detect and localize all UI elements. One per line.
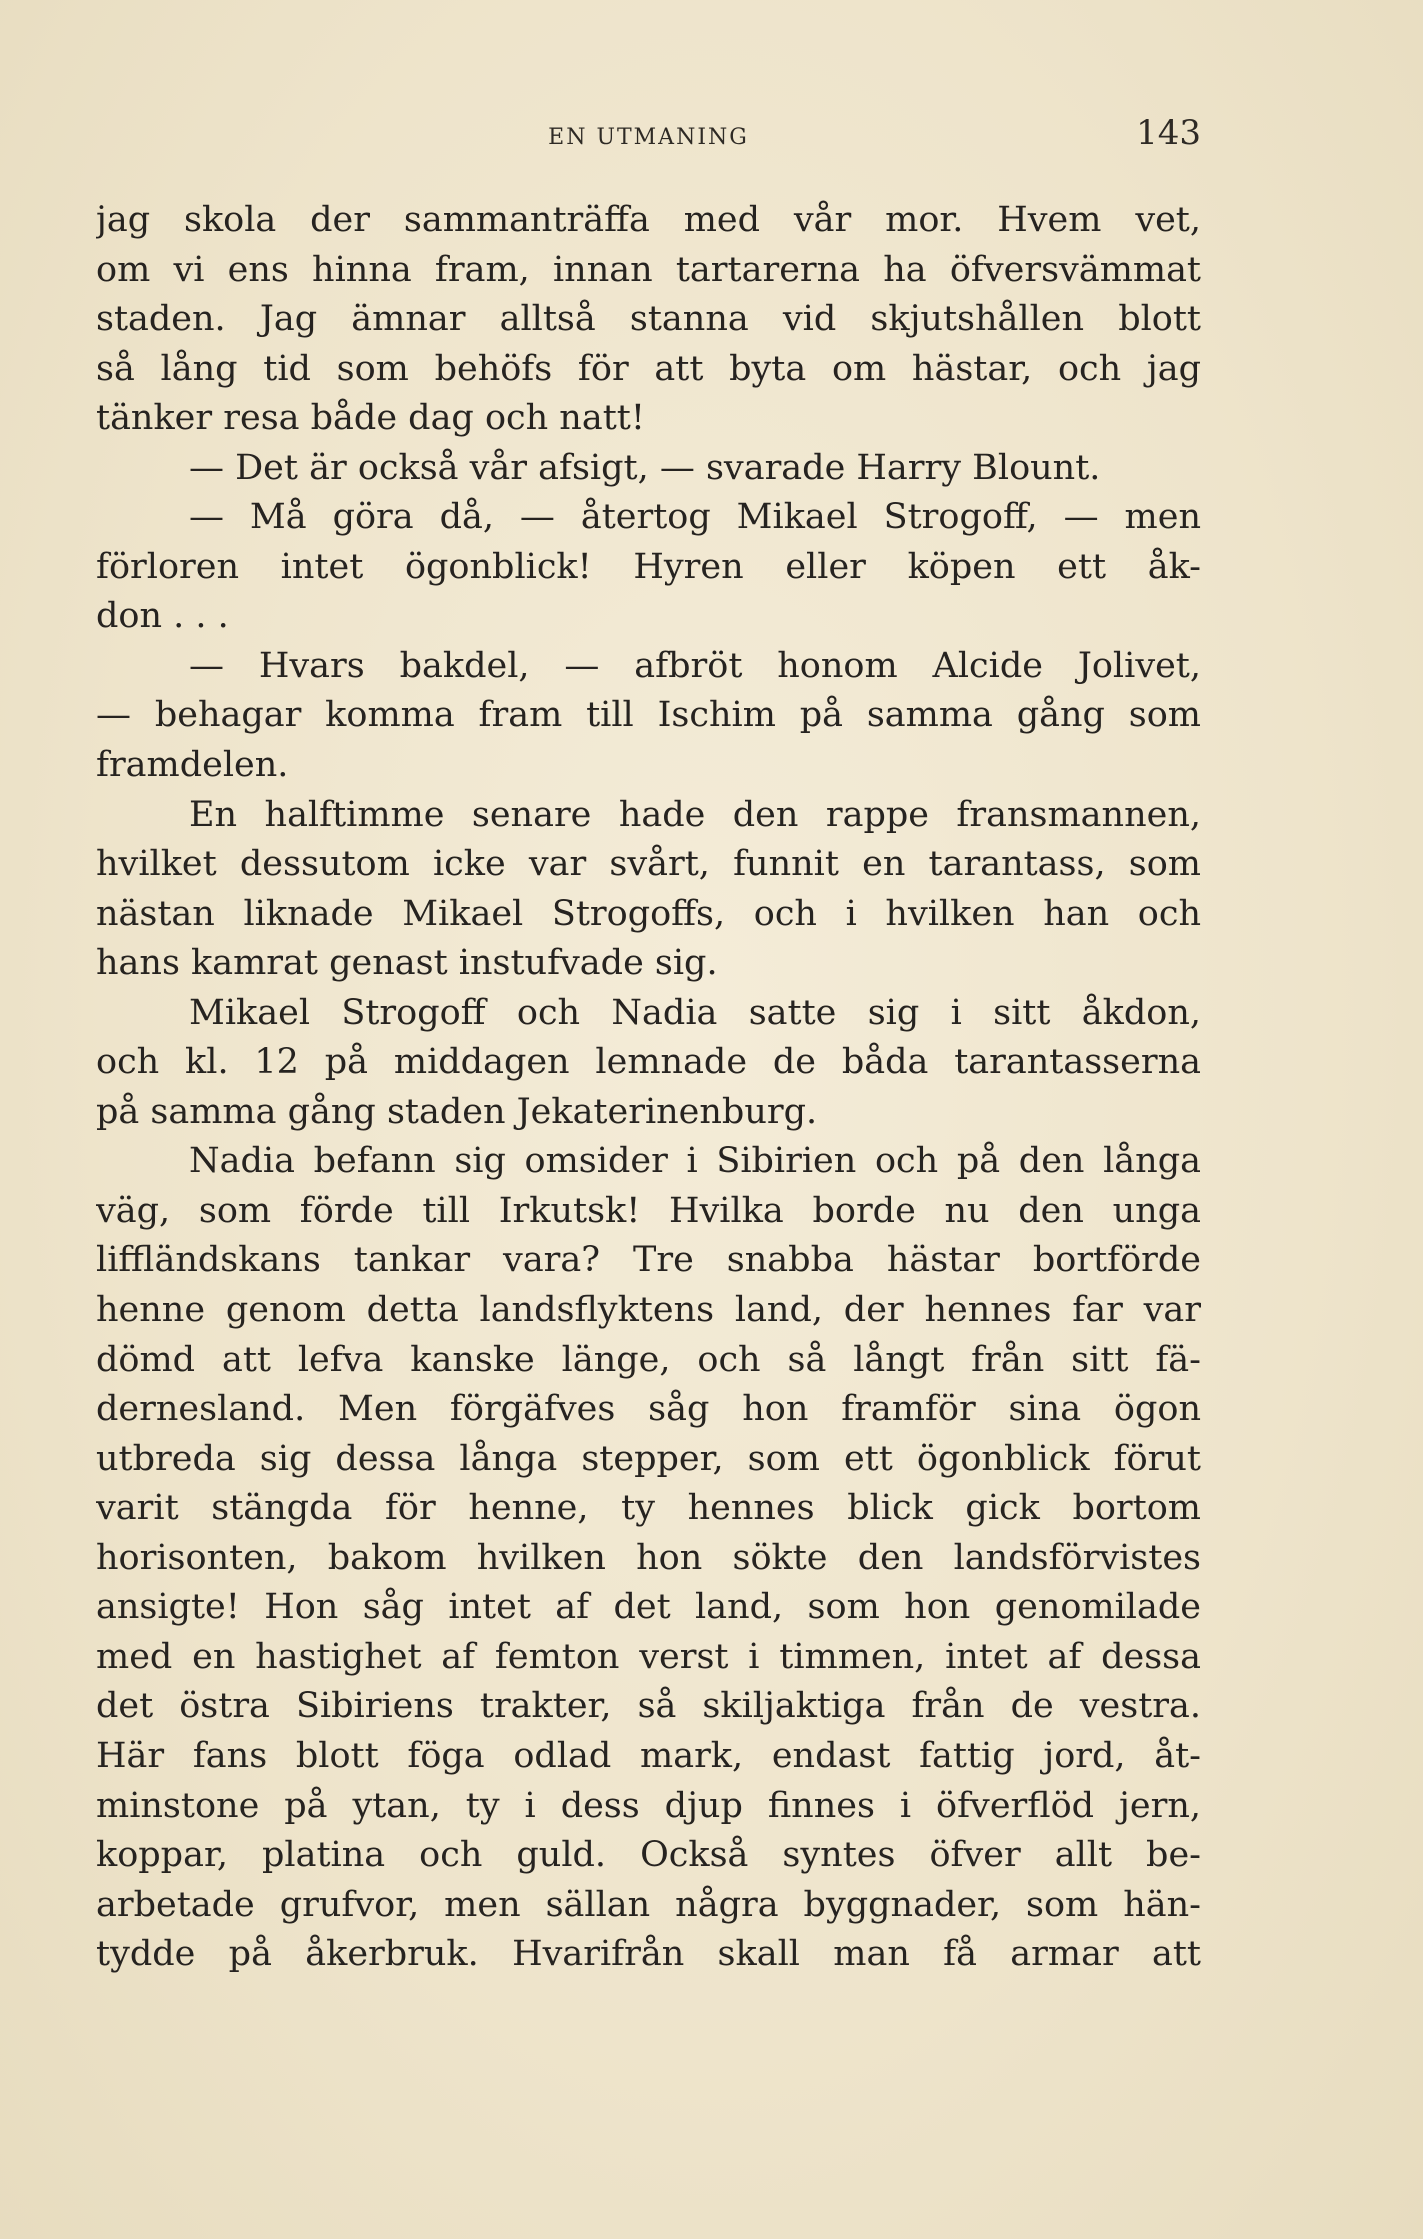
text-line: framdelen. [96,745,289,786]
text-line: utbreda sig dessa långa stepper, som ett ögonblick förut [96,1438,1201,1479]
text-line: henne genom detta landsflyktens land, der hennes far var [96,1290,1201,1331]
text-line: nästan liknade Mikael Strogoffs, och i hvilken han och [96,893,1201,934]
text-line: tänker resa både dag och natt! [96,398,645,439]
text-line: dernesland. Men förgäfves såg hon framför sina ögon [96,1389,1201,1430]
text-line: med en hastighet af femton verst i timmen, intet af dessa [96,1636,1201,1677]
running-head [96,113,1201,153]
text-line: — Må göra då, — återtog Mikael Strogoff, — men [189,497,1201,538]
text-line: förloren intet ögonblick! Hyren eller köpen ett åk- [96,546,1201,587]
text-line: på samma gång staden Jekaterinenburg. [96,1091,818,1132]
text-line: — Hvars bakdel, — afbröt honom Alcide Jolivet, [189,645,1201,686]
text-line: dömd att lefva kanske länge, och så långt från sitt fä- [96,1339,1201,1380]
text-line: don . . . [96,596,229,637]
text-line: arbetade grufvor, men sällan några byggnader, som hän- [96,1884,1201,1925]
chapter-title: EN UTMANING [548,125,749,150]
text-line: horisonten, bakom hvilken hon sökte den landsförvistes [96,1537,1201,1578]
text-line: Mikael Strogoff och Nadia satte sig i sitt åkdon, [189,992,1201,1033]
text-line: varit stängda för henne, ty hennes blick gick bortom [96,1488,1201,1529]
text-line: En halftimme senare hade den rappe fransmannen, [189,794,1201,835]
text-line: liffländskans tankar vara? Tre snabba hästar bortförde [96,1240,1201,1281]
text-line: — behagar komma fram till Ischim på samma gång som [96,695,1201,736]
text-line: så lång tid som behöfs för att byta om hästar, och jag [96,348,1201,389]
text-line: väg, som förde till Irkutsk! Hvilka borde nu den unga [96,1190,1201,1231]
page-number: 143 [1136,113,1201,153]
text-line: det östra Sibiriens trakter, så skiljaktiga från de vestra. [96,1686,1201,1727]
text-line: minstone på ytan, ty i dess djup finnes i öfverflöd jern, [96,1785,1201,1826]
text-line: om vi ens hinna fram, innan tartarerna ha öfversvämmat [96,249,1201,290]
text-line: Här fans blott föga odlad mark, endast fattig jord, åt- [96,1735,1201,1776]
text-line: hans kamrat genast instufvade sig. [96,943,718,984]
text-line: tydde på åkerbruk. Hvarifrån skall man få armar att [96,1934,1201,1975]
text-line: staden. Jag ämnar alltså stanna vid skjutshållen blott [96,299,1201,340]
text-line: ansigte! Hon såg intet af det land, som hon genomilade [96,1587,1201,1628]
text-line: hvilket dessutom icke var svårt, funnit en tarantass, som [96,844,1201,885]
text-line: jag skola der sammanträffa med vår mor. Hvem vet, [96,200,1201,240]
text-line: och kl. 12 på middagen lemnade de båda tarantasserna [96,1042,1201,1083]
text-line: koppar, platina och guld. Också syntes öfver allt be- [96,1835,1201,1876]
text-line: Nadia befann sig omsider i Sibirien och på den långa [189,1141,1201,1182]
body-text [96,196,1201,1980]
text-line: — Det är också vår afsigt, — svarade Harry Blount. [189,447,1101,488]
